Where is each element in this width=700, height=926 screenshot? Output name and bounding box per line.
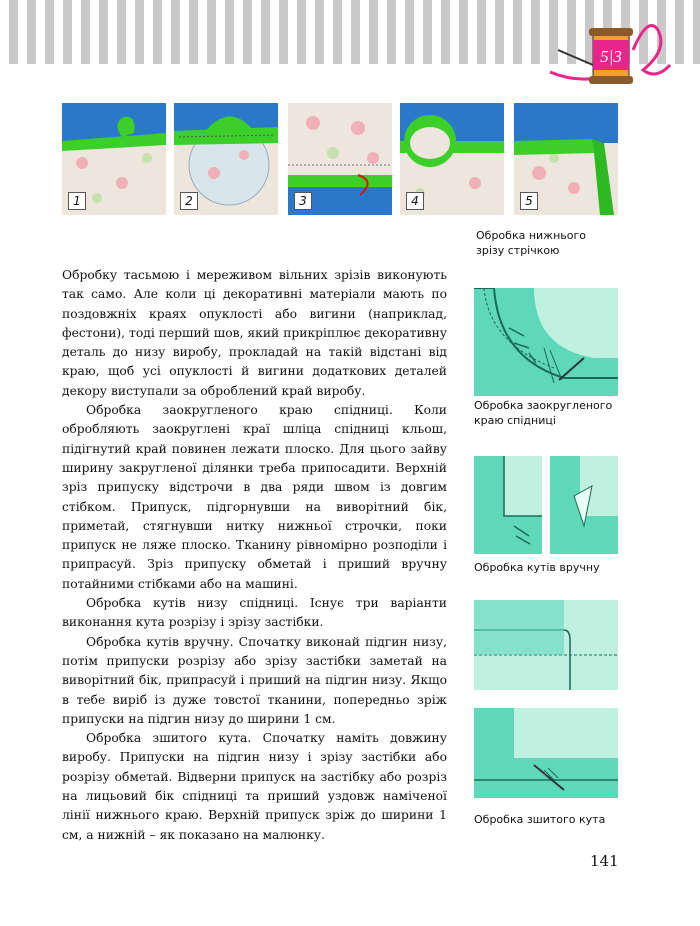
paragraph: Обробку тасьмою і мереживом вільних зрізів виконують так само. Але коли ці декоративні матеріали мають по поздовжніх краях опуклості або вигини (наприклад, фестони), тоді перший шов, який прикріплює декоративну деталь до низу виробу, прокладай на такій відстані від краю, щоб усі опуклості й вигини додаткових деталей декору виступали за оброблений край виробу. <box>62 268 447 398</box>
paragraph: Обробка кутів вручну. Спочатку виконай підгин низу, потім припуски розрізу або зрізу застібки заметай на виворітний бік, припрасуй і приший на підгин низу. Якщо в тебе виріб із дуже товстої тканини, попередньо зріж припуски на підгин низу до ширини 1 см. <box>62 634 447 726</box>
photo-number: 4 <box>406 192 424 210</box>
photo-number: 2 <box>180 192 198 210</box>
photo-number: 3 <box>294 192 312 210</box>
photo-number: 5 <box>520 192 538 210</box>
corners-caption: Обробка кутів вручну <box>474 561 600 574</box>
main-text <box>62 266 447 845</box>
paragraph: Обробка зшитого кута. Спочатку наміть довжину виробу. Припуски на підгин низу і зрізу застібки або розрізу обметай. Відверни припуск на застібку або розріз на лицьовий бік спідниці та приший уздовж наміченої лінії нижнього краю. Верхній припуск зріж до ширини 1 см, а нижній – як показано на малюнку. <box>62 731 447 842</box>
photo-number: 1 <box>68 192 86 210</box>
logo-text: 5|3 <box>600 47 622 66</box>
rounded-edge-figure <box>474 288 618 396</box>
photo-5 <box>514 103 618 215</box>
paragraph: Обробка заокругленого краю спідниці. Коли обробляють заокруглені краї шліца спідниці кльош, підігнутий край повинен лежати плоско. Для цього зайву ширину закругленої ділянки треба припосадити. Верхній зріз припуску відстрочи в два ряди швом із довгим стібком. Припуск, підгорнувши на виворітний бік, приметай, стягнувши нитку нижньої строчки, поки припуск не ляже плоско. Тканину рівномірно розподіли і припрасуй. Зріз припуску обметай і приший вручну потайними стібками або на машині. <box>62 403 447 591</box>
rounded-edge-caption: Обробка заокругленого краю спідниці <box>474 399 613 427</box>
thread-spool-logo <box>548 10 678 90</box>
photo-strip <box>62 103 618 215</box>
paragraph: Обробка кутів низу спідниці. Існує три варіанти виконання кута розрізу і зрізу застібки. <box>62 596 447 630</box>
sewn-corner-caption: Обробка зшитого кута <box>474 813 606 826</box>
corners-figure <box>474 456 618 554</box>
photo-caption: Обробка нижнього зрізу стрічкою <box>476 229 586 257</box>
photo-4 <box>400 103 504 215</box>
page-number: 141 <box>590 852 619 870</box>
photo-1 <box>62 103 166 215</box>
photo-2 <box>174 103 278 215</box>
sewn-corner-figure <box>474 600 618 800</box>
photo-3 <box>288 103 392 215</box>
